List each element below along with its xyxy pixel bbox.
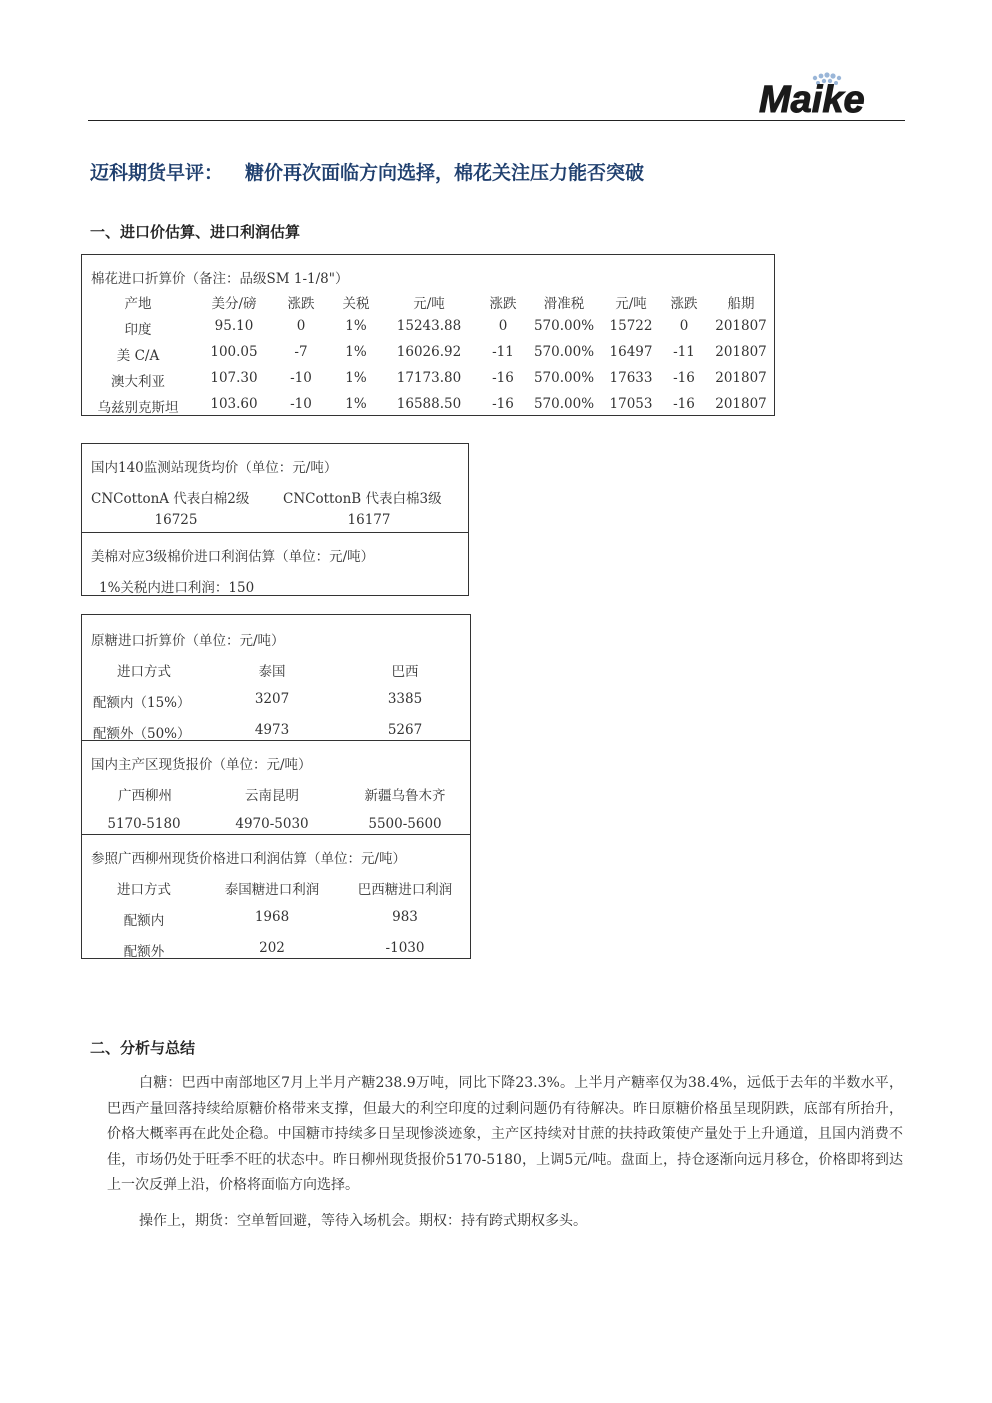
table-cell: 1% [345,318,367,334]
table-cell: 美 C/A [116,348,160,364]
sugar-table [81,614,471,959]
col-header: 涨跌 [670,296,698,312]
table-cell: 15722 [609,318,653,334]
cotton-import-table [81,254,775,416]
table-cell: 1% [345,396,367,412]
table-cell: -11 [673,344,695,360]
table-cell: 16497 [609,344,653,360]
cncotton-b-value: 16177 [347,512,391,528]
col-header: 美分/磅 [211,296,257,312]
table-cell: 95.10 [214,318,254,334]
col-header: 新疆乌鲁木齐 [364,788,446,804]
cncotton-a-value: 16725 [154,512,198,528]
col-header: 关税 [342,296,370,312]
col-header: 涨跌 [287,296,315,312]
table-cell: 澳大利亚 [111,374,165,390]
table-cell: -16 [492,370,514,386]
table-cell: 16026.92 [396,344,462,360]
table-cell: -10 [290,370,312,386]
cotton-profit-text: 1%关税内进口利润：150 [99,580,255,596]
table-cell: 17053 [609,396,653,412]
col-header: 船期 [727,296,755,312]
table-cell: 570.00% [533,344,595,360]
maike-logo [757,72,892,120]
section-heading-1: 一、进口价估算、进口利润估算 [90,223,301,241]
table-cell: 配额内（15%） [93,695,191,711]
sugar-import-caption: 原糖进口折算价（单位：元/吨） [91,633,285,649]
col-header: 进口方式 [117,882,171,898]
table-cell: 983 [392,909,418,925]
col-header: 产地 [124,296,152,312]
cotton-import-caption: 棉花进口折算价（备注：品级SM 1-1/8"） [91,271,349,287]
table-cell: 103.60 [210,396,258,412]
domestic-cotton-table [81,443,469,596]
col-header: 泰国 [258,664,286,680]
table-cell: 1% [345,370,367,386]
table-cell: -16 [492,396,514,412]
analysis-paragraph: 白糖：巴西中南部地区7月上半月产糖238.9万吨，同比下降23.3%。上半月产糖率仅为38.4%，远低于去年的半数水平，巴西产量回落持续给原糖价格带来支撑，但最大的利空印度的过剩问题仍有待解决。昨日原糖价格虽呈现阴跌，底部有所抬升，价格大概率再在此处企稳。中国糖市持续多日呈现惨淡迹象，主产区持续对甘蔗的扶持政策使产量处于上升通道，且国内消费不佳，市场仍处于旺季不旺的状态中。昨日柳州现货报价5170-5180，上调5元/吨。盘面上，持仓逐渐向远月移仓，价格即将到达上一次反弹上沿，价格将面临方向选择。 [107,1075,903,1193]
sugar-profit-caption: 参照广西柳州现货价格进口利润估算（单位：元/吨） [91,851,407,867]
col-header: 元/吨 [413,296,445,312]
col-header: 巴西糖进口利润 [357,882,453,898]
table-cell: 201807 [715,344,767,360]
table-cell: 3207 [254,691,290,707]
col-header: 泰国糖进口利润 [224,882,320,898]
cotton-profit-caption: 美棉对应3级棉价进口利润估算（单位：元/吨） [91,549,375,565]
table-cell: 107.30 [210,370,258,386]
cncotton-b-label: CNCottonB 代表白棉3级 [283,491,442,507]
table-cell: 5170-5180 [107,816,181,832]
table-cell: 16588.50 [396,396,462,412]
table-cell: -7 [294,344,308,360]
section-heading-2: 二、分析与总结 [90,1039,196,1057]
divider [82,834,470,835]
table-cell: 570.00% [533,318,595,334]
divider [82,740,470,741]
table-cell: -11 [492,344,514,360]
table-cell: -16 [673,396,695,412]
table-cell: 配额内 [123,913,165,929]
col-header: 涨跌 [489,296,517,312]
domestic-cotton-caption: 国内140监测站现货均价（单位：元/吨） [91,460,338,476]
col-header: 巴西 [391,664,419,680]
table-cell: 0 [679,318,689,334]
table-cell: 201807 [715,396,767,412]
svg-text:Maike: Maike [759,79,865,120]
table-cell: 0 [498,318,508,334]
table-cell: 4970-5030 [235,816,309,832]
table-cell: 201807 [715,370,767,386]
table-cell: 1968 [254,909,290,925]
table-cell: 202 [259,940,285,956]
sugar-spot-caption: 国内主产区现货报价（单位：元/吨） [91,757,312,773]
table-cell: 5500-5600 [368,816,442,832]
table-cell: 配额外（50%） [93,726,191,742]
table-cell: 17633 [609,370,653,386]
table-cell: -10 [290,396,312,412]
table-cell: 570.00% [533,396,595,412]
table-cell: 1% [345,344,367,360]
table-cell: -1030 [385,940,425,956]
divider [82,532,468,533]
header-rule [88,120,905,121]
table-cell: 乌兹别克斯坦 [97,400,179,416]
table-cell: 100.05 [210,344,258,360]
table-cell: 印度 [124,322,152,338]
col-header: 云南昆明 [245,788,299,804]
table-cell: 0 [296,318,306,334]
table-cell: 570.00% [533,370,595,386]
table-cell: 15243.88 [396,318,462,334]
table-cell: -16 [673,370,695,386]
table-cell: 17173.80 [396,370,462,386]
table-cell: 201807 [715,318,767,334]
table-cell: 4973 [254,722,290,738]
table-cell: 5267 [387,722,423,738]
cncotton-a-label: CNCottonA 代表白棉2级 [91,491,250,507]
table-cell: 3385 [387,691,423,707]
operation-paragraph: 操作上，期货：空单暂回避，等待入场机会。期权：持有跨式期权多头。 [139,1213,587,1229]
table-cell: 配额外 [123,944,165,960]
col-header: 广西柳州 [118,788,172,804]
col-header: 进口方式 [117,664,171,680]
col-header: 滑准税 [543,296,585,312]
page-title: 迈科期货早评： 糖价再次面临方向选择，棉花关注压力能否突破 [90,162,645,184]
col-header: 元/吨 [615,296,647,312]
